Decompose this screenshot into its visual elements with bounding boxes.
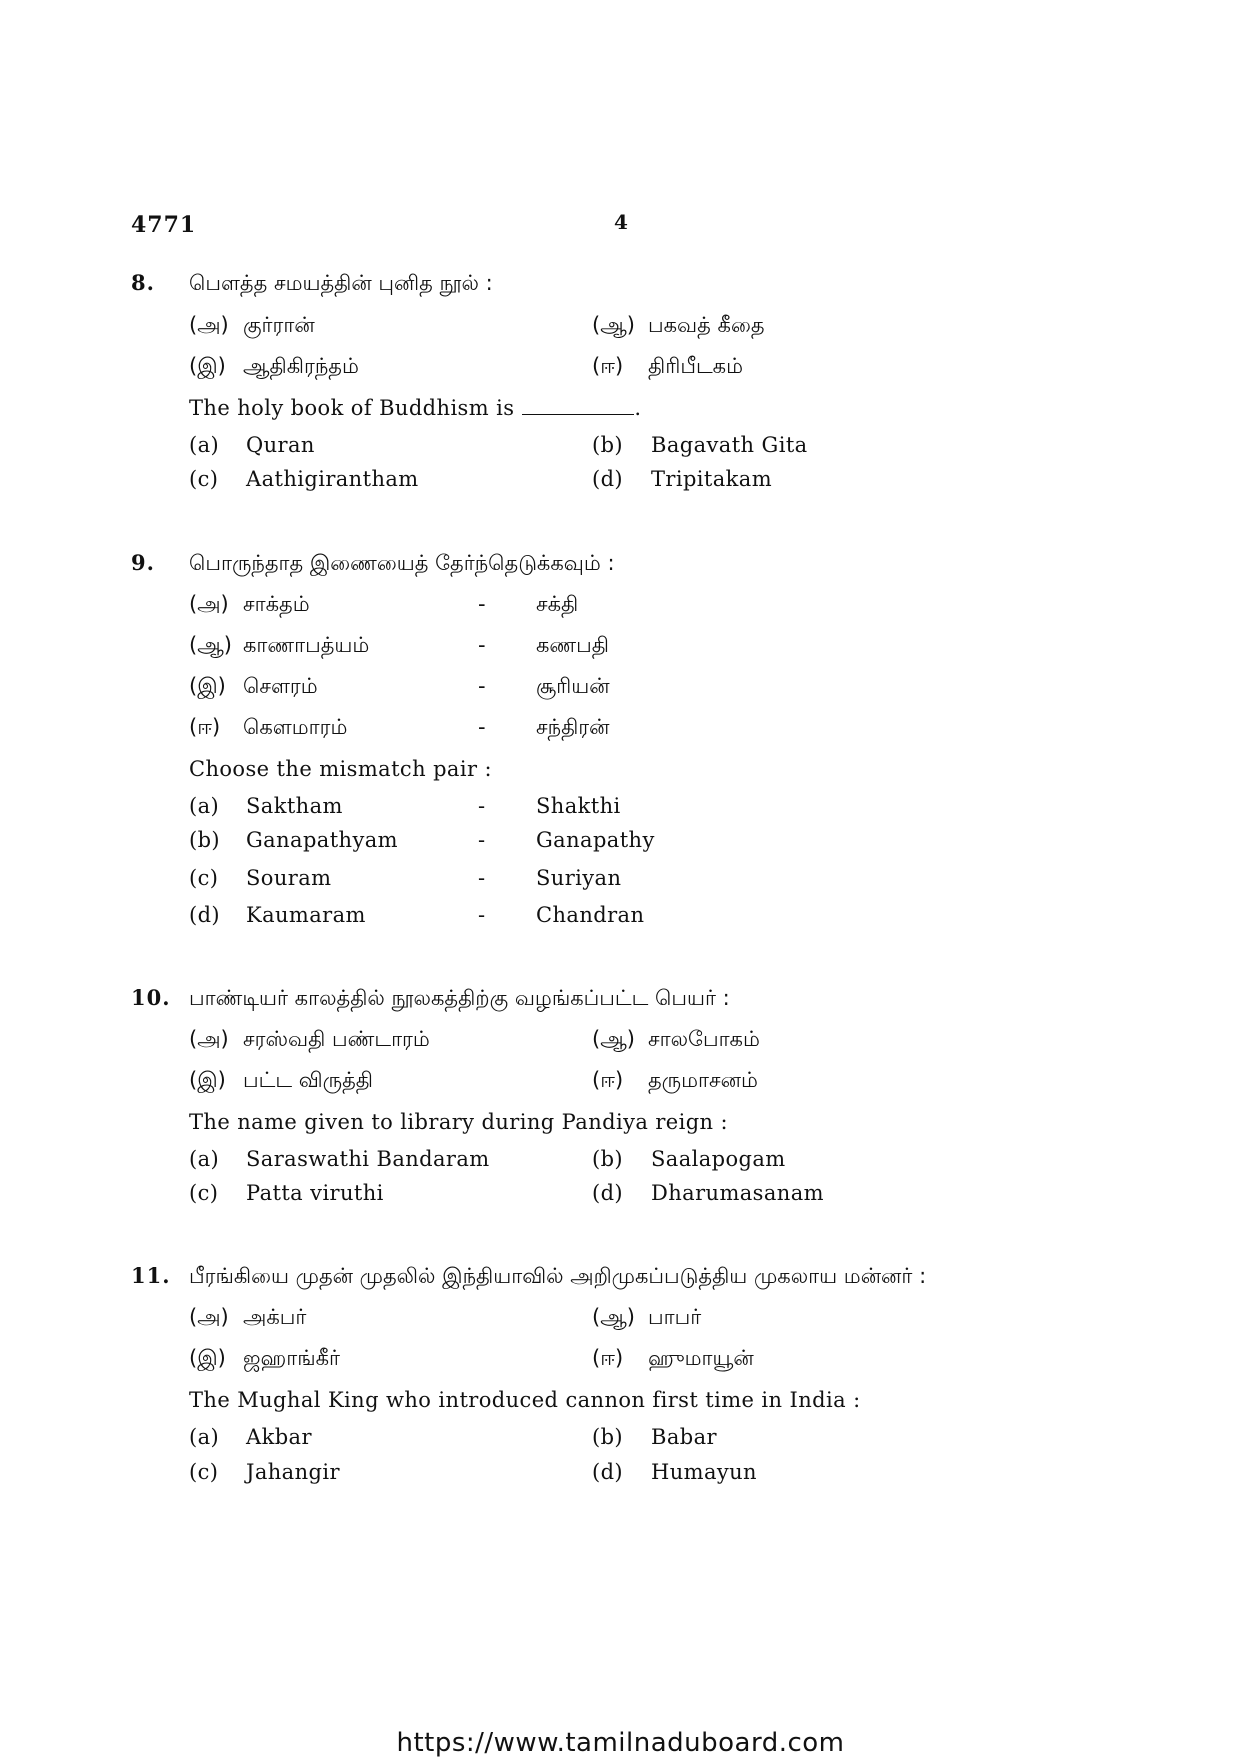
tamil-pair-left: சௌரம் — [243, 674, 318, 698]
pair-label: (a) — [189, 794, 220, 818]
tamil-pair-label: (அ) — [189, 592, 229, 616]
tamil-pair-left: காணாபத்யம் — [243, 633, 370, 657]
option-label: (c) — [189, 1460, 219, 1484]
english-question: Choose the mismatch pair : — [189, 757, 492, 781]
option-text: Akbar — [246, 1425, 312, 1449]
option-label: (d) — [592, 467, 624, 491]
tamil-pair-right: சந்திரன் — [536, 715, 610, 739]
tamil-pair-label: (இ) — [189, 674, 226, 698]
pair-dash: - — [478, 794, 486, 818]
tamil-option-text: குர்ரான் — [243, 313, 315, 337]
tamil-option-label: (அ) — [189, 1027, 229, 1051]
tamil-pair-right: கணபதி — [536, 633, 609, 657]
footer-url: https://www.tamilnaduboard.com — [396, 1728, 845, 1758]
tamil-option-label: (ஈ) — [592, 1068, 624, 1092]
tamil-pair-label: (ஆ) — [189, 633, 232, 657]
option-text: Tripitakam — [651, 467, 773, 491]
tamil-option-label: (ஈ) — [592, 354, 624, 378]
tamil-question: பௌத்த சமயத்தின் புனித நூல் : — [189, 271, 493, 295]
tamil-option-label: (இ) — [189, 1068, 226, 1092]
pair-right: Chandran — [536, 903, 645, 927]
pair-label: (b) — [189, 828, 221, 852]
tamil-option-label: (ஆ) — [592, 1027, 635, 1051]
option-text: Jahangir — [246, 1460, 340, 1484]
option-text: Babar — [651, 1425, 717, 1449]
option-text: Aathigirantham — [246, 467, 419, 491]
tamil-option-label: (ஆ) — [592, 313, 635, 337]
pair-dash: - — [478, 674, 486, 698]
tamil-option-text: தருமாசனம் — [648, 1068, 758, 1092]
tamil-question: பொருந்தாத இணையைத் தேர்ந்தெடுக்கவும் : — [189, 551, 615, 575]
option-label: (b) — [592, 433, 624, 457]
tamil-option-label: (அ) — [189, 313, 229, 337]
tamil-option-text: திரிபீடகம் — [648, 354, 743, 378]
tamil-option-text: ஆதிகிரந்தம் — [243, 354, 359, 378]
question-number: 11. — [131, 1263, 171, 1288]
pair-dash: - — [478, 866, 486, 890]
pair-dash: - — [478, 903, 486, 927]
tamil-option-text: பாபர் — [648, 1305, 702, 1329]
option-text: Quran — [246, 433, 315, 457]
english-question: The Mughal King who introduced cannon first time in India : — [189, 1388, 861, 1412]
tamil-option-label: (ஈ) — [592, 1346, 624, 1370]
tamil-option-text: அக்பர் — [243, 1305, 307, 1329]
pair-dash: - — [478, 592, 486, 616]
tamil-pair-label: (ஈ) — [189, 715, 221, 739]
option-label: (a) — [189, 1425, 220, 1449]
english-question — [189, 396, 642, 420]
pair-left: Saktham — [246, 794, 343, 818]
option-text: Saalapogam — [651, 1147, 786, 1171]
option-label: (c) — [189, 467, 219, 491]
pair-dash: - — [478, 828, 486, 852]
option-label: (d) — [592, 1181, 624, 1205]
pair-label: (c) — [189, 866, 219, 890]
pair-left: Souram — [246, 866, 332, 890]
option-text: Humayun — [651, 1460, 757, 1484]
question-number: 8. — [131, 270, 155, 295]
question-number: 9. — [131, 550, 155, 575]
option-label: (a) — [189, 1147, 220, 1171]
pair-left: Ganapathyam — [246, 828, 398, 852]
page-number: 4 — [614, 210, 628, 234]
tamil-option-text: சரஸ்வதி பண்டாரம் — [243, 1027, 430, 1051]
tamil-option-label: (இ) — [189, 354, 226, 378]
pair-right: Shakthi — [536, 794, 621, 818]
option-label: (c) — [189, 1181, 219, 1205]
tamil-pair-right: சூரியன் — [536, 674, 610, 698]
english-question: The name given to library during Pandiya reign : — [189, 1110, 729, 1134]
pair-dash: - — [478, 715, 486, 739]
tamil-pair-right: சக்தி — [536, 592, 579, 616]
paper-code: 4771 — [131, 212, 197, 238]
tamil-option-label: (அ) — [189, 1305, 229, 1329]
tamil-question: பீரங்கியை முதன் முதலில் இந்தியாவில் அறிமுகப்படுத்திய முகலாய மன்னர் : — [189, 1264, 927, 1288]
pair-dash: - — [478, 633, 486, 657]
option-label: (b) — [592, 1425, 624, 1449]
tamil-option-text: பகவத் கீதை — [648, 313, 765, 337]
option-text: Bagavath Gita — [651, 433, 808, 457]
tamil-option-text: ஜஹாங்கீர் — [243, 1346, 341, 1370]
option-text: Saraswathi Bandaram — [246, 1147, 490, 1171]
option-label: (a) — [189, 433, 220, 457]
question-end-punct: . — [634, 396, 642, 420]
tamil-option-text: பட்ட விருத்தி — [243, 1068, 373, 1092]
answer-blank — [522, 396, 634, 415]
pair-right: Suriyan — [536, 866, 622, 890]
question-number: 10. — [131, 985, 171, 1010]
tamil-option-text: சாலபோகம் — [648, 1027, 760, 1051]
tamil-option-label: (ஆ) — [592, 1305, 635, 1329]
option-text: Dharumasanam — [651, 1181, 824, 1205]
pair-right: Ganapathy — [536, 828, 655, 852]
pair-left: Kaumaram — [246, 903, 366, 927]
option-text: Patta viruthi — [246, 1181, 384, 1205]
tamil-pair-left: சாக்தம் — [243, 592, 310, 616]
tamil-option-label: (இ) — [189, 1346, 226, 1370]
tamil-pair-left: கௌமாரம் — [243, 715, 348, 739]
option-label: (b) — [592, 1147, 624, 1171]
pair-label: (d) — [189, 903, 221, 927]
option-label: (d) — [592, 1460, 624, 1484]
tamil-option-text: ஹுமாயூன் — [648, 1346, 754, 1370]
tamil-question: பாண்டியர் காலத்தில் நூலகத்திற்கு வழங்கப்பட்ட பெயர் : — [189, 986, 730, 1010]
english-question-text: The holy book of Buddhism is — [189, 396, 515, 420]
